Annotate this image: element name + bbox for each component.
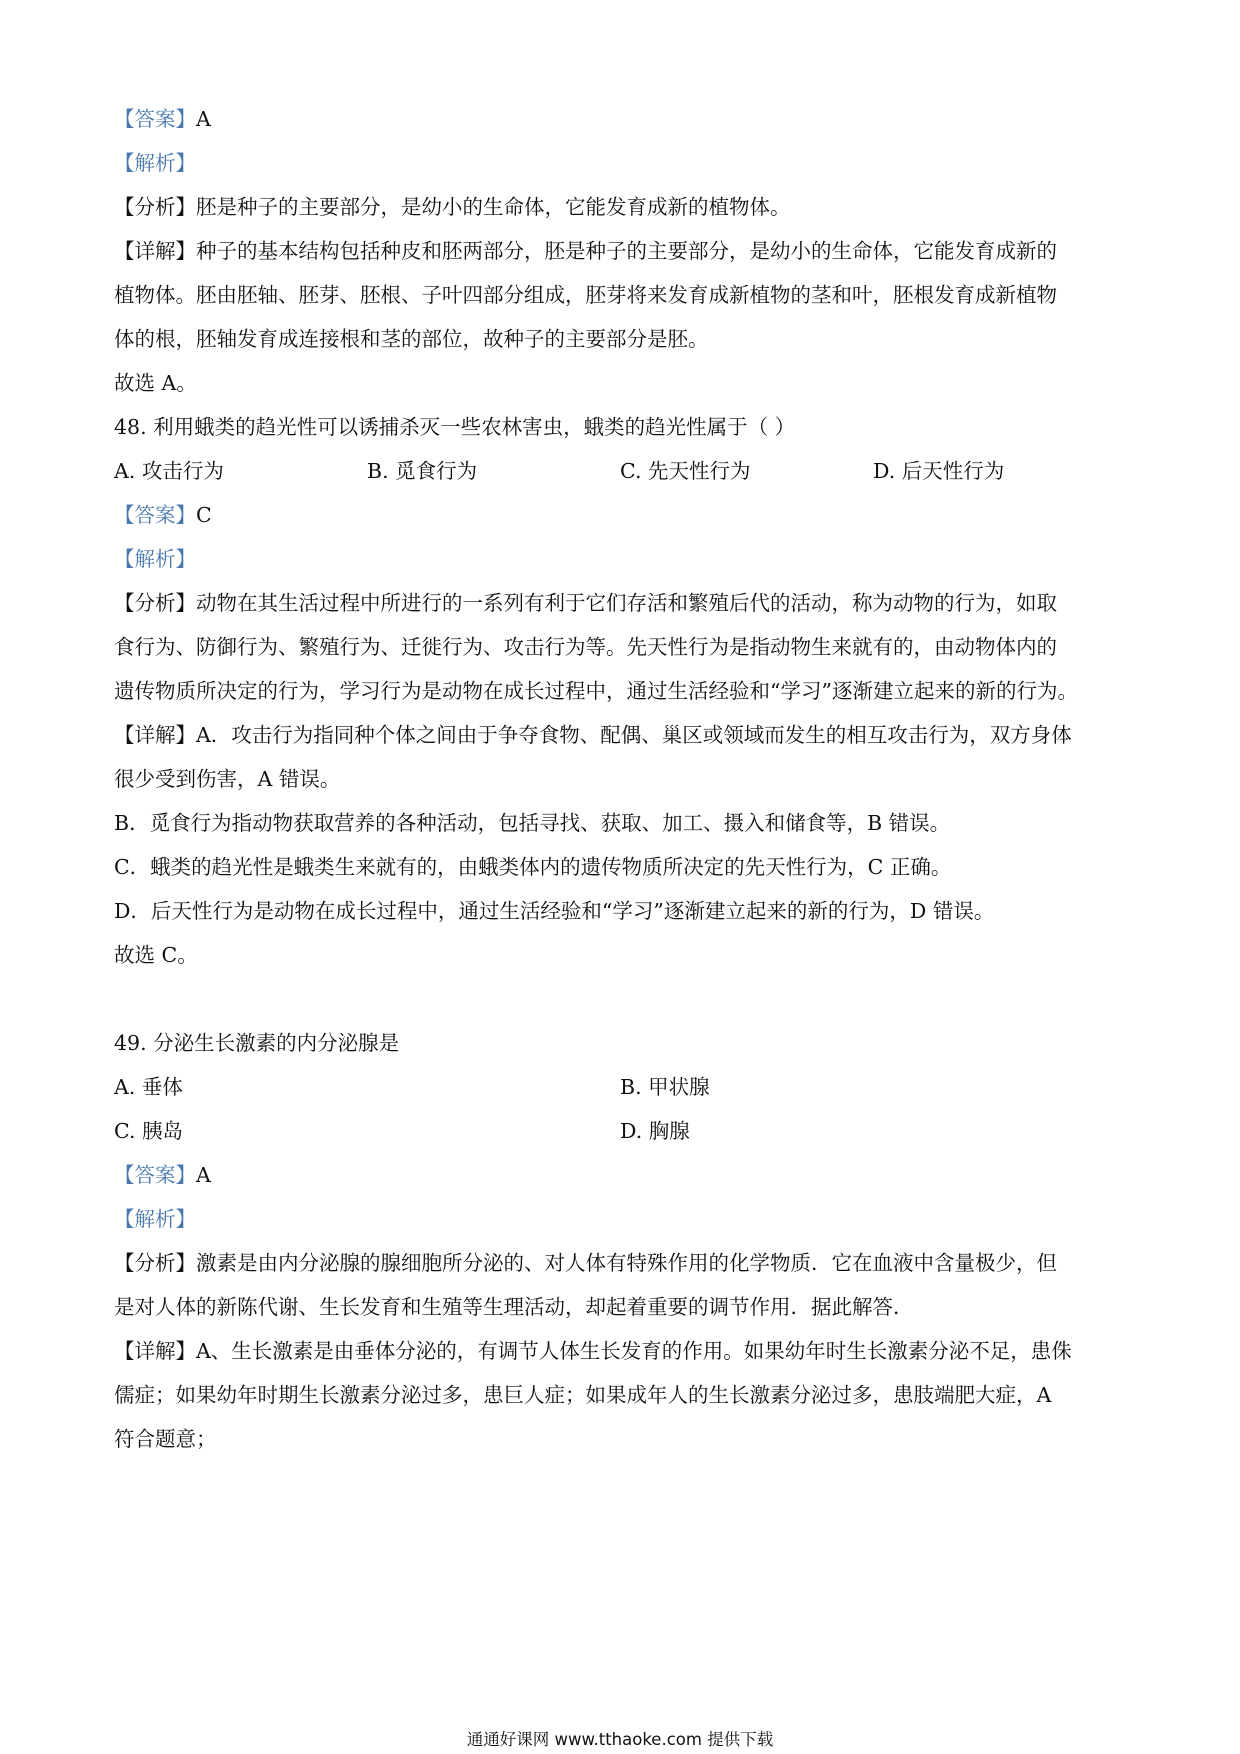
q49-jiexi: 【解析】: [114, 1207, 196, 1231]
analysis-tag: 【分析】: [114, 1251, 196, 1275]
q48-answer-line: [114, 500, 1134, 530]
detail-tag: 【详解】: [114, 239, 196, 263]
q47-analysis-line: [114, 192, 1134, 222]
q48-analysis-line-2: 食行为、防御行为、繁殖行为、迁徙行为、攻击行为等。先天性行为是指动物生来就有的，由动物体内的: [114, 635, 1057, 659]
analysis-text: 激素是由内分泌腺的腺细胞所分泌的、对人体有特殊作用的化学物质．它在血液中含量极少，但: [196, 1251, 1057, 1275]
detail-text: A．攻击行为指同种个体之间由于争夺食物、配偶、巢区或领域而发生的相互攻击行为，双方身体: [196, 723, 1072, 747]
q49-detail-line-2: 儒症；如果幼年时期生长激素分泌过多，患巨人症；如果成年人的生长激素分泌过多，患肢端肥大症，A: [114, 1383, 1052, 1407]
q48-jiexi: 【解析】: [114, 547, 196, 571]
analysis-tag: 【分析】: [114, 195, 196, 219]
q49-stem: 49. 分泌生长激素的内分泌腺是: [114, 1031, 400, 1055]
answer-tag: 【答案】: [114, 107, 196, 131]
q48-analysis-line-1: [114, 588, 1134, 618]
q47-conclusion: 故选 A。: [114, 371, 197, 395]
q48-detail-line-2: 很少受到伤害，A 错误。: [114, 767, 341, 791]
detail-tag: 【详解】: [114, 723, 196, 747]
detail-text: A、生长激素是由垂体分泌的，有调节人体生长发育的作用。如果幼年时生长激素分泌不足，患侏: [196, 1339, 1072, 1363]
q49-option-b: B. 甲状腺: [620, 1075, 710, 1099]
analysis-text: 动物在其生活过程中所进行的一系列有利于它们存活和繁殖后代的活动，称为动物的行为，如取: [196, 591, 1057, 615]
detail-tag: 【详解】: [114, 1339, 196, 1363]
analysis-tag: 【分析】: [114, 591, 196, 615]
q48-detail-c: C．蛾类的趋光性是蛾类生来就有的，由蛾类体内的遗传物质所决定的先天性行为，C 正确。: [114, 855, 952, 879]
q49-option-d: D. 胸腺: [620, 1119, 690, 1143]
q47-answer-line: [114, 104, 1134, 134]
q48-option-d: D. 后天性行为: [873, 459, 1005, 483]
q49-detail-line-3: 符合题意；: [114, 1427, 217, 1451]
q48-stem: 48. 利用蛾类的趋光性可以诱捕杀灭一些农林害虫，蛾类的趋光性属于（ ）: [114, 415, 796, 439]
detail-text: 种子的基本结构包括种皮和胚两部分，胚是种子的主要部分，是幼小的生命体，它能发育成新的: [196, 239, 1057, 263]
q48-analysis-line-3: 遗传物质所决定的行为，学习行为是动物在成长过程中，通过生活经验和“学习”逐渐建立起来的新的行为。: [114, 679, 1078, 703]
q49-analysis-line-2: 是对人体的新陈代谢、生长发育和生殖等生理活动，却起着重要的调节作用．据此解答．: [114, 1295, 914, 1319]
answer-value: C: [196, 503, 212, 527]
answer-tag: 【答案】: [114, 503, 196, 527]
q49-analysis-line-1: [114, 1248, 1134, 1278]
q47-detail-line-3: 体的根，胚轴发育成连接根和茎的部位，故种子的主要部分是胚。: [114, 327, 709, 351]
answer-value: A: [196, 1163, 211, 1187]
analysis-text: 胚是种子的主要部分，是幼小的生命体，它能发育成新的植物体。: [196, 195, 791, 219]
q49-option-a: A. 垂体: [114, 1075, 183, 1099]
q48-detail-d: D．后天性行为是动物在成长过程中，通过生活经验和“学习”逐渐建立起来的新的行为，D 错误。: [114, 899, 995, 923]
q48-conclusion: 故选 C。: [114, 943, 198, 967]
q49-option-c: C. 胰岛: [114, 1119, 183, 1143]
q47-detail-line-1: [114, 236, 1134, 266]
page-footer: 通通好课网 www.tthaoke.com 提供下载: [466, 1730, 774, 1749]
q49-answer-line: [114, 1160, 1134, 1190]
answer-value: A: [196, 107, 211, 131]
q47-jiexi: 【解析】: [114, 151, 196, 175]
q47-detail-line-2: 植物体。胚由胚轴、胚芽、胚根、子叶四部分组成，胚芽将来发育成新植物的茎和叶，胚根发育成新植物: [114, 283, 1057, 307]
q48-option-b: B. 觅食行为: [367, 459, 478, 483]
q48-detail-line-1: [114, 720, 1134, 750]
q48-option-c: C. 先天性行为: [620, 459, 751, 483]
answer-tag: 【答案】: [114, 1163, 196, 1187]
q49-detail-line-1: [114, 1336, 1134, 1366]
q48-detail-b: B．觅食行为指动物获取营养的各种活动，包括寻找、获取、加工、摄入和储食等，B 错误。: [114, 811, 951, 835]
q48-option-a: A. 攻击行为: [114, 459, 224, 483]
